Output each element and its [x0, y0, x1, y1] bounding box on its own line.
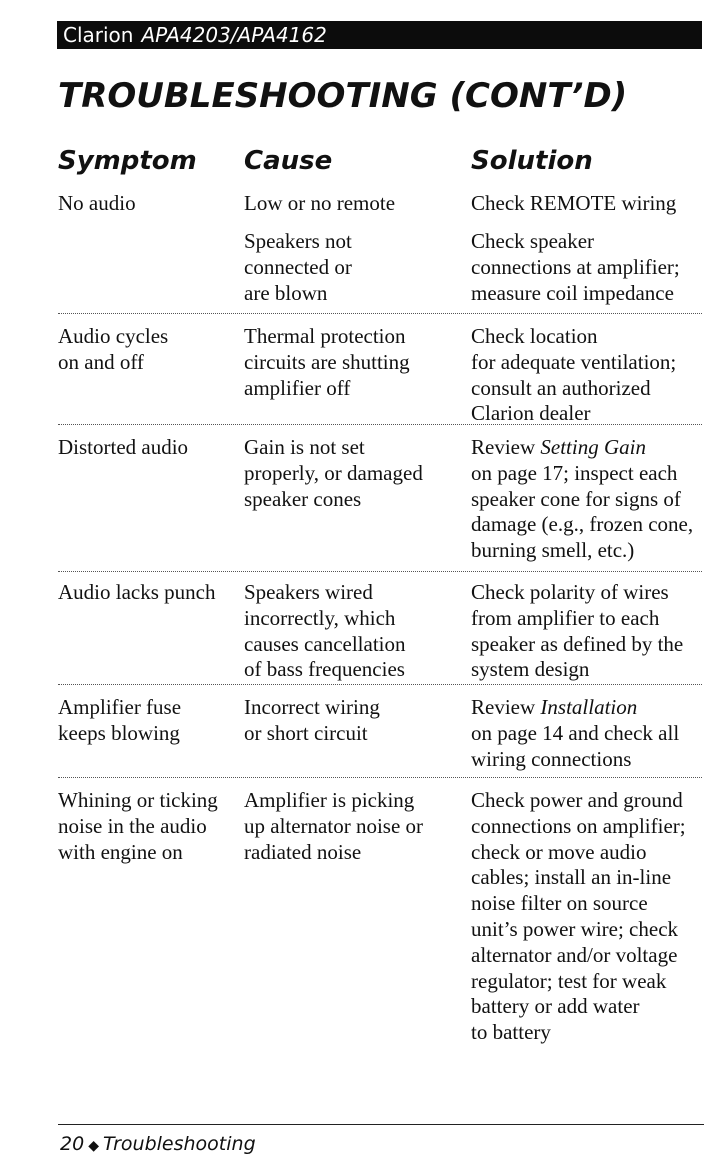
cause-line: Thermal protection [244, 324, 406, 348]
column-header-solution: Solution [471, 146, 593, 176]
cause-line: up alternator noise or [244, 813, 424, 838]
solution-cell [471, 788, 702, 1058]
cause-line: Gain is not set [244, 435, 365, 459]
cause-line: causes cancellation [244, 631, 406, 656]
solution-line: on page 17; inspect each [471, 460, 678, 485]
cause-line: Low or no remote [244, 191, 396, 215]
solution-line: Clarion dealer [471, 401, 591, 426]
cause-cell [244, 229, 471, 313]
symptom-cell [58, 435, 244, 571]
symptom-cell [58, 580, 244, 684]
section-reference: Setting Gain [540, 435, 646, 459]
brand-name: Clarion [63, 23, 134, 47]
cause-cell [244, 435, 471, 571]
symptom-line: with engine on [58, 839, 183, 864]
symptom-cell [58, 788, 244, 1058]
table-row [58, 777, 702, 1058]
solution-line: burning smell, etc.) [471, 538, 635, 563]
cause-cell [244, 191, 471, 229]
cause-cell [244, 324, 471, 424]
solution-line: regulator; test for weak [471, 968, 667, 993]
cause-line: incorrectly, which [244, 605, 396, 630]
solution-line: battery or add water [471, 994, 640, 1019]
table-row [58, 424, 702, 571]
symptom-line: Distorted audio [58, 435, 189, 459]
symptom-cell [58, 191, 244, 229]
cause-line: circuits are shutting [244, 349, 410, 374]
symptom-line: keeps blowing [58, 720, 180, 745]
solution-cell [471, 229, 702, 313]
table-row [58, 191, 702, 229]
cause-line: connected or [244, 254, 352, 279]
diamond-icon: ◆ [88, 1138, 99, 1154]
solution-line [471, 435, 702, 461]
cause-line: or short circuit [244, 720, 368, 745]
solution-line: from amplifier to each [471, 605, 660, 630]
footer-section: Troubleshooting [102, 1133, 256, 1155]
cause-line: of bass frequencies [244, 657, 405, 682]
symptom-cell [58, 229, 244, 313]
solution-line: Check speaker [471, 229, 595, 253]
solution-line: to battery [471, 1020, 551, 1045]
solution-text: Review [471, 695, 541, 719]
solution-line: for adequate ventilation; [471, 349, 677, 374]
troubleshooting-table [58, 191, 702, 1058]
cause-line: speaker cones [244, 486, 362, 511]
section-reference: Installation [540, 695, 638, 719]
solution-line: Check power and ground [471, 788, 683, 812]
page-number: 20 [60, 1133, 85, 1155]
symptom-line: Audio cycles [58, 324, 169, 348]
symptom-line: Whining or ticking [58, 788, 218, 812]
solution-line: damage (e.g., frozen cone, [471, 512, 694, 537]
solution-line: connections at amplifier; [471, 254, 680, 279]
table-row [58, 684, 702, 777]
header-bar [57, 21, 702, 49]
cause-line: Speakers not [244, 229, 352, 253]
solution-text: Review [471, 435, 541, 459]
column-header-cause: Cause [244, 146, 333, 176]
solution-line [471, 695, 702, 721]
solution-line: speaker as defined by the [471, 631, 684, 656]
symptom-cell [58, 324, 244, 424]
solution-cell [471, 435, 702, 571]
solution-line: speaker cone for signs of [471, 486, 681, 511]
footer-rule [58, 1124, 704, 1125]
page-title: TROUBLESHOOTING (CONT’D) [58, 76, 628, 116]
page-footer [60, 1133, 256, 1155]
solution-line: cables; install an in-line [471, 865, 672, 890]
table-row [58, 313, 702, 424]
symptom-line: No audio [58, 191, 136, 215]
symptom-line: Amplifier fuse [58, 695, 182, 719]
cause-line: Speakers wired [244, 580, 373, 604]
solution-cell [471, 191, 702, 229]
solution-cell [471, 324, 702, 424]
symptom-cell [58, 695, 244, 777]
cause-line: Amplifier is picking [244, 788, 415, 812]
cause-cell [244, 695, 471, 777]
solution-line: Check polarity of wires [471, 580, 669, 604]
solution-line: measure coil impedance [471, 280, 674, 305]
solution-line: consult an authorized [471, 375, 651, 400]
cause-line: amplifier off [244, 375, 351, 400]
solution-line: on page 14 and check all [471, 720, 680, 745]
solution-line: Check location [471, 324, 598, 348]
model-number: APA4203/APA4162 [141, 23, 327, 47]
cause-line: are blown [244, 280, 328, 305]
solution-cell [471, 580, 702, 684]
solution-line: wiring connections [471, 746, 632, 771]
cause-line: properly, or damaged [244, 460, 423, 485]
solution-line: Check REMOTE wiring [471, 191, 677, 215]
cause-line: Incorrect wiring [244, 695, 380, 719]
solution-line: unit’s power wire; check [471, 916, 679, 941]
cause-cell [244, 788, 471, 1058]
solution-line: alternator and/or voltage [471, 942, 678, 967]
symptom-line: Audio lacks punch [58, 580, 216, 604]
column-header-symptom: Symptom [58, 146, 197, 176]
cause-cell [244, 580, 471, 684]
table-row [58, 229, 702, 313]
cause-line: radiated noise [244, 839, 362, 864]
solution-line: noise filter on source [471, 891, 648, 916]
solution-line: check or move audio [471, 839, 647, 864]
table-row [58, 571, 702, 684]
symptom-line: on and off [58, 349, 144, 374]
solution-cell [471, 695, 702, 777]
solution-line: connections on amplifier; [471, 813, 686, 838]
symptom-line: noise in the audio [58, 813, 207, 838]
solution-line: system design [471, 657, 590, 682]
